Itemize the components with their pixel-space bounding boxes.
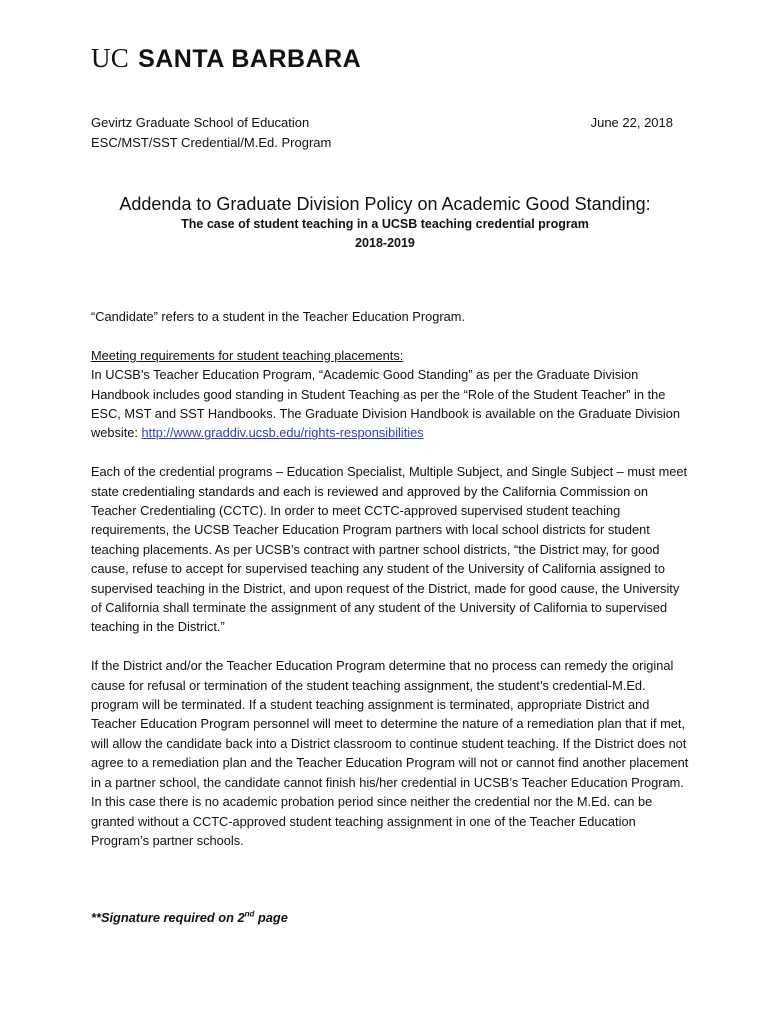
logo-name: SANTA BARBARA (138, 45, 362, 73)
signature-text: **Signature required on 2 (91, 910, 245, 925)
school-name: Gevirtz Graduate School of Education (91, 115, 310, 130)
paragraph-3: If the District and/or the Teacher Education Program determine that no process can remedy the original cause for refusal or termination of the student teaching assignment, the student’s credential-M.Ed. program will be terminated. If a student teaching assignment is terminated, appropriate District and Teacher Education Program personnel will meet to determine the nature of a remediation plan that if met, will allow the candidate back into a District classroom to continue student teaching. If the District does not agree to a remediation plan and the Teacher Education Program will not or cannot find another placement in a partner school, the candidate cannot finish his/her credential in UCSB’s Teacher Education Program. In this case there is no academic probation period since neither the credential nor the M.Ed. can be granted without a CCTC-approved student teaching assignment in one of the Teacher Education Program’s partner schools. (91, 658, 689, 848)
logo-prefix: UC (91, 43, 129, 73)
signature-suffix: page (254, 910, 288, 925)
academic-year: 2018-2019 (355, 236, 415, 250)
signature-note (91, 908, 288, 927)
department-block (91, 113, 331, 152)
program-name: ESC/MST/SST Credential/M.Ed. Program (91, 134, 332, 150)
document-title: Addenda to Graduate Division Policy on Academic Good Standing: (119, 194, 651, 214)
paragraph-1 (91, 365, 691, 443)
document-date: June 22, 2018 (590, 115, 673, 130)
document-subtitle: The case of student teaching in a UCSB teaching credential program (181, 217, 589, 231)
paragraph-2: Each of the credential programs – Education Specialist, Multiple Subject, and Single Subject – must meet state credentialing standards and each is reviewed and approved by the California Commission on Teacher Credentialing (CCTC). In order to meet CCTC-approved supervised student teaching requirements, the UCSB Teacher Education Program partners with local school districts for student teaching placements. As per UCSB’s contract with partner school districts, “the District may, for good cause, refuse to accept for supervised teaching any student of the University of California assigned to supervised teaching in the District, and upon request of the District, made for good cause, the University of California shall terminate the assignment of any student of the University of California to supervised teaching in the District.” (91, 464, 688, 635)
graddiv-link[interactable]: http://www.graddiv.ucsb.edu/rights-responsibilities (141, 425, 424, 441)
signature-sup: nd (244, 909, 255, 919)
paragraph-1-text: In UCSB’s Teacher Education Program, “Academic Good Standing” as per the Graduate Division Handbook includes good standing in Student Teaching as per the “Role of the Student Teacher” in the ESC, MST and SST Handbooks. The Graduate Division Handbook is available on the Graduate Division website: (91, 367, 680, 441)
document-body (91, 307, 691, 850)
section-heading: Meeting requirements for student teaching placements: (91, 347, 404, 363)
ucsb-logo (91, 44, 361, 73)
definition-paragraph: “Candidate” refers to a student in the Teacher Education Program. (91, 309, 465, 324)
